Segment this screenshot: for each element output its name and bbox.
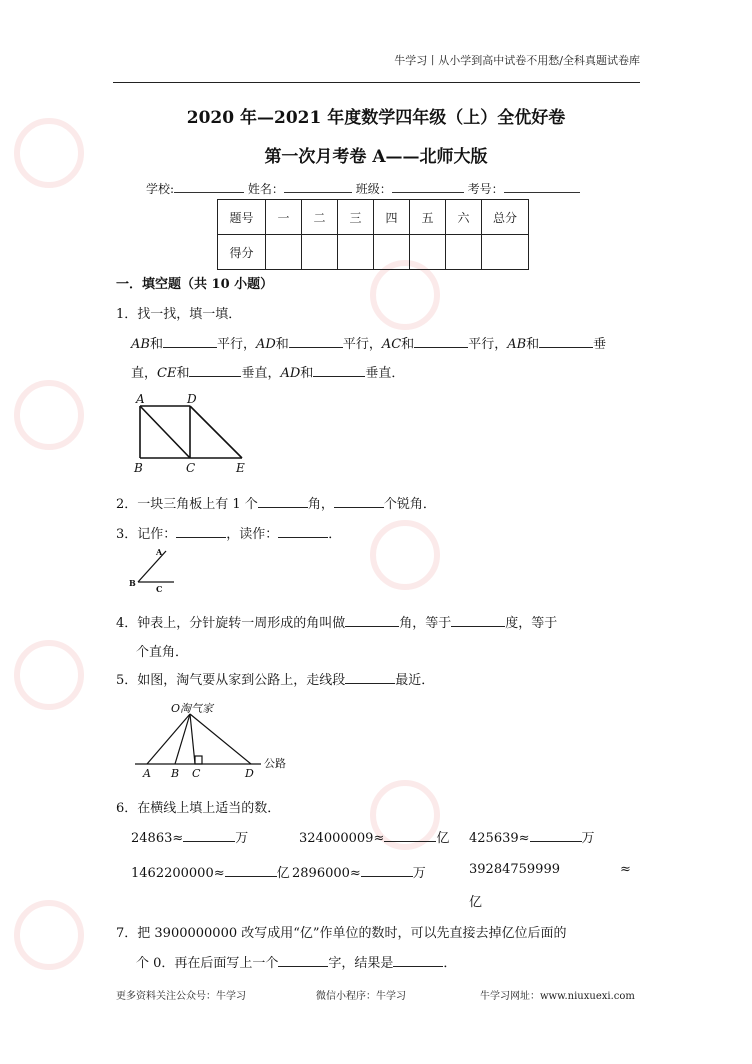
watermark-circle xyxy=(14,900,84,970)
q3-text: ，读作： xyxy=(226,527,279,542)
answer-blank[interactable] xyxy=(539,335,593,348)
footer-right: 牛学习网址：www.niuxuexi.com xyxy=(480,991,635,1002)
score-cell[interactable] xyxy=(338,235,374,270)
answer-blank[interactable] xyxy=(258,495,308,508)
fig-label: C xyxy=(186,461,196,475)
footer-mid: 微信小程序：牛学习 xyxy=(316,991,406,1002)
score-value-row xyxy=(218,235,529,270)
q4-line2: 个直角． xyxy=(136,645,189,660)
q6-text: 亿 xyxy=(276,866,290,881)
score-table xyxy=(217,199,529,270)
q6-text: 万 xyxy=(412,866,426,881)
header-text: 牛学习丨从小学到高中试卷不用愁/全科真题试卷库 xyxy=(394,54,640,67)
q6-text: 万 xyxy=(581,831,595,846)
answer-blank[interactable] xyxy=(289,335,343,348)
q1-text: 垂直． xyxy=(365,366,405,381)
score-cell[interactable] xyxy=(266,235,302,270)
q5-line xyxy=(116,669,434,688)
answer-blank[interactable] xyxy=(225,864,277,877)
fig-label: A xyxy=(156,547,163,557)
answer-blank[interactable] xyxy=(414,335,468,348)
fig-label: D xyxy=(187,392,197,406)
q3-figure xyxy=(128,546,180,594)
q6-text: 亿 xyxy=(436,831,450,846)
score-cell: 二 xyxy=(302,200,338,235)
q2-text: 2．一块三角板上有 1 个 xyxy=(116,497,258,512)
score-cell[interactable] xyxy=(302,235,338,270)
q1-text: 直， xyxy=(131,366,158,381)
answer-blank[interactable] xyxy=(345,671,395,684)
q1-text: 平行， xyxy=(216,337,256,352)
q1-text: 垂直， xyxy=(241,366,281,381)
fig-label: E xyxy=(236,461,245,475)
q5-text: 最近． xyxy=(395,673,435,688)
score-cell[interactable] xyxy=(410,235,446,270)
q1-text: 和 xyxy=(401,337,415,352)
fig-label: O淘气家 xyxy=(171,702,214,715)
fig-label: B xyxy=(134,461,143,475)
fig-label: B xyxy=(171,767,180,780)
q2-text: 个锐角． xyxy=(383,497,436,512)
q4-text: 度，等于 xyxy=(505,616,558,631)
q6-stem: 6．在横线上填上适当的数． xyxy=(116,801,281,816)
answer-blank[interactable] xyxy=(176,525,226,538)
answer-blank[interactable] xyxy=(451,614,505,627)
q1-stem: 1．找一找，填一填． xyxy=(116,307,242,322)
name-field[interactable] xyxy=(284,180,352,193)
school-field[interactable] xyxy=(174,180,244,193)
fig-label: B xyxy=(129,578,136,588)
answer-blank[interactable] xyxy=(313,364,365,377)
fig-label: C xyxy=(192,767,201,780)
score-cell: 总分 xyxy=(482,200,529,235)
q7-text: 个 0．再在后面写上一个 xyxy=(136,956,279,971)
q1-figure xyxy=(130,392,255,476)
number-field[interactable] xyxy=(504,180,580,193)
q3-text: ． xyxy=(328,527,342,542)
answer-blank[interactable] xyxy=(345,614,399,627)
q2-line xyxy=(116,493,436,512)
fig-label: A xyxy=(136,392,145,406)
q1-text: 和 xyxy=(176,366,190,381)
answer-blank[interactable] xyxy=(393,954,443,967)
q1-text: AD xyxy=(280,366,301,381)
q6-text: 39284759999 xyxy=(469,862,560,877)
score-cell[interactable] xyxy=(482,235,529,270)
q2-text: 角， xyxy=(307,497,334,512)
q1-text: 和 xyxy=(300,366,314,381)
q6-text: 1462200000≈ xyxy=(131,866,225,881)
answer-blank[interactable] xyxy=(530,829,582,842)
watermark-circle xyxy=(370,520,440,590)
q6-text: 亿 xyxy=(469,895,483,910)
footer-left: 更多资料关注公众号：牛学习 xyxy=(116,991,246,1002)
q6-text: 24863≈ xyxy=(131,831,184,846)
q3-line xyxy=(116,523,341,542)
q1-line2 xyxy=(131,362,404,381)
q6-text: 425639≈ xyxy=(469,831,530,846)
q5-text: 5．如图，淘气要从家到公路上，走线段 xyxy=(116,673,346,688)
number-label: 考号： xyxy=(467,182,504,196)
q5-figure xyxy=(133,698,298,782)
q6-item xyxy=(292,862,426,881)
page-subtitle: 第一次月考卷 A——北师大版 xyxy=(264,147,488,167)
watermark-circle xyxy=(370,260,440,330)
q4-text: 4．钟表上，分针旋转一周形成的角叫做 xyxy=(116,616,346,631)
score-cell: 三 xyxy=(338,200,374,235)
q4-line1 xyxy=(116,612,557,631)
score-cell: 六 xyxy=(446,200,482,235)
header-rule xyxy=(113,82,640,83)
name-label: 姓名： xyxy=(247,182,284,196)
answer-blank[interactable] xyxy=(278,525,328,538)
score-cell[interactable] xyxy=(374,235,410,270)
q6-text: 2896000≈ xyxy=(292,866,361,881)
score-cell: 得分 xyxy=(218,235,266,270)
q6-text: ≈ xyxy=(620,862,631,877)
q6-text: 324000009≈ xyxy=(299,831,385,846)
score-header-row xyxy=(218,200,529,235)
q7-line2 xyxy=(136,952,456,971)
fig-label: 公路 xyxy=(264,757,286,770)
class-field[interactable] xyxy=(392,180,464,193)
q1-text: 和 xyxy=(526,337,540,352)
page-title: 2020 年—2021 年度数学四年级（上）全优好卷 xyxy=(186,108,566,128)
score-cell: 五 xyxy=(410,200,446,235)
answer-blank[interactable] xyxy=(183,829,235,842)
q6-item xyxy=(469,827,595,846)
fig-label: A xyxy=(143,767,151,780)
school-label: 学校: xyxy=(146,182,175,196)
answer-blank[interactable] xyxy=(278,954,328,967)
q3-text: 3．记作： xyxy=(116,527,177,542)
score-cell: 四 xyxy=(374,200,410,235)
q7-text: ． xyxy=(443,956,457,971)
fig-label: D xyxy=(245,767,254,780)
q1-text: 和 xyxy=(275,337,289,352)
q7-line1: 7．把 3900000000 改写成用“亿”作单位的数时，可以先直接去掉亿位后面的 xyxy=(116,926,567,941)
section-heading: 一．填空题（共 10 小题） xyxy=(116,277,274,292)
q6-item xyxy=(131,827,248,846)
q6-text: 万 xyxy=(235,831,249,846)
q1-text: 和 xyxy=(149,337,163,352)
class-label: 班级： xyxy=(355,182,392,196)
answer-blank[interactable] xyxy=(189,364,241,377)
score-cell[interactable] xyxy=(446,235,482,270)
score-cell: 题号 xyxy=(218,200,266,235)
answer-blank[interactable] xyxy=(334,495,384,508)
q1-line1 xyxy=(131,333,606,352)
watermark-circle xyxy=(14,380,84,450)
q1-text: CE xyxy=(157,366,177,381)
answer-blank[interactable] xyxy=(361,864,413,877)
q1-text: 平行， xyxy=(342,337,382,352)
q1-text: AD xyxy=(255,337,276,352)
q4-text: 角，等于 xyxy=(399,616,452,631)
q1-text: 垂 xyxy=(593,337,607,352)
fig-label: C xyxy=(156,584,163,594)
q1-text: AB xyxy=(131,337,150,352)
student-info-row xyxy=(146,180,580,197)
q1-text: AB xyxy=(507,337,527,352)
q6-item xyxy=(131,862,290,881)
q1-text: AC xyxy=(381,337,402,352)
q6-item xyxy=(299,827,449,846)
watermark-circle xyxy=(14,640,84,710)
answer-blank[interactable] xyxy=(163,335,217,348)
score-cell: 一 xyxy=(266,200,302,235)
answer-blank[interactable] xyxy=(384,829,436,842)
q1-text: 平行， xyxy=(468,337,508,352)
q7-text: 字，结果是 xyxy=(328,956,394,971)
